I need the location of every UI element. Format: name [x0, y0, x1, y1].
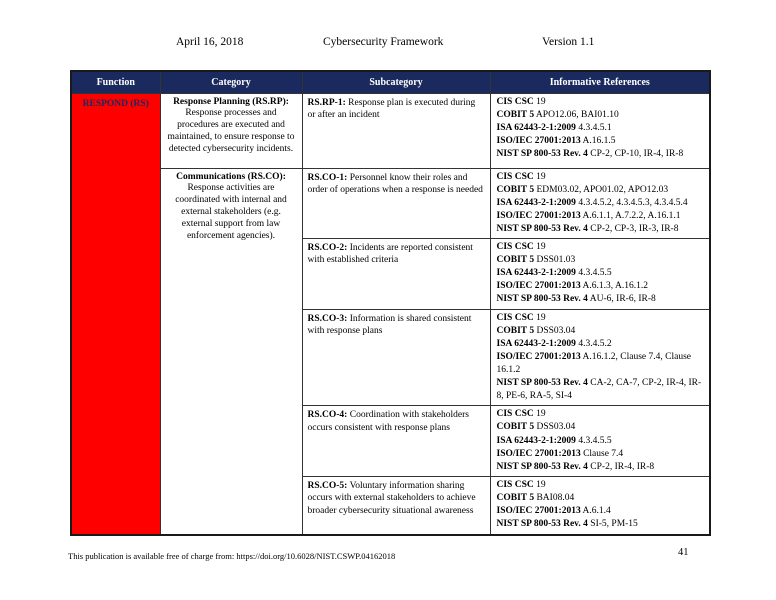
reference-source: ISO/IEC 27001:2013: [496, 135, 581, 146]
reference-source: COBIT 5: [496, 325, 535, 336]
reference-source: NIST SP 800-53 Rev. 4: [496, 378, 588, 389]
reference-source: ISO/IEC 27001:2013: [496, 281, 581, 292]
column-header-subcategory: Subcategory: [302, 71, 490, 93]
reference-line: NIST SP 800-53 Rev. 4 CA-2, CA-7, CP-2, IR-4, IR-8, PE-6, RA-5, SI-4: [496, 378, 702, 402]
table-header-row: [71, 71, 710, 93]
reference-line: ISA 62443-2-1:2009 4.3.4.5.5: [496, 435, 612, 446]
reference-source: ISA 62443-2-1:2009: [496, 338, 576, 349]
reference-source: CIS CSC: [496, 96, 534, 107]
reference-source: NIST SP 800-53 Rev. 4: [496, 294, 588, 305]
reference-source: ISA 62443-2-1:2009: [496, 197, 576, 208]
subcategory-cell: RS.CO-3: Information is shared consistent with response plans: [302, 309, 490, 406]
reference-line: CIS CSC 19: [496, 479, 546, 490]
reference-source: COBIT 5: [496, 493, 535, 504]
framework-core-table: [70, 70, 711, 536]
subcategory-cell: RS.RP-1: Response plan is executed during or after an incident: [302, 93, 490, 168]
reference-line: COBIT 5 BAI08.04: [496, 493, 575, 504]
table-row: [71, 168, 710, 239]
informative-references-cell: [490, 406, 710, 477]
column-header-function: Function: [71, 71, 160, 93]
informative-references-cell: [490, 309, 710, 406]
document-title: Cybersecurity Framework: [323, 36, 444, 48]
subcategory-id: RS.CO-3:: [307, 313, 348, 324]
reference-source: CIS CSC: [496, 409, 534, 420]
reference-line: CIS CSC 19: [496, 312, 546, 323]
reference-line: ISO/IEC 27001:2013 A.16.1.5: [496, 135, 616, 146]
reference-line: ISA 62443-2-1:2009 4.3.4.5.5: [496, 268, 612, 279]
category-cell: [160, 168, 302, 535]
reference-source: NIST SP 800-53 Rev. 4: [496, 148, 588, 159]
document-date: April 16, 2018: [176, 36, 244, 48]
reference-line: ISO/IEC 27001:2013 A.6.1.1, A.7.2.2, A.16.1.1: [496, 210, 681, 221]
reference-source: COBIT 5: [496, 255, 535, 266]
subcategory-id: RS.CO-2:: [307, 243, 348, 254]
reference-line: NIST SP 800-53 Rev. 4 SI-5, PM-15: [496, 519, 638, 530]
page-number: 41: [678, 547, 689, 558]
reference-line: ISO/IEC 27001:2013 Clause 7.4: [496, 448, 624, 459]
reference-line: CIS CSC 19: [496, 96, 546, 107]
reference-line: NIST SP 800-53 Rev. 4 CP-2, IR-4, IR-8: [496, 461, 655, 472]
column-header-category: Category: [160, 71, 302, 93]
reference-line: ISA 62443-2-1:2009 4.3.4.5.1: [496, 122, 612, 133]
informative-references-cell: [490, 168, 710, 239]
availability-statement: This publication is available free of charge from: https://doi.org/10.6028/NIST.CSWP.04162018: [68, 551, 396, 561]
reference-source: CIS CSC: [496, 242, 534, 253]
table-row: [71, 93, 710, 168]
table-body: [71, 93, 710, 535]
informative-references-cell: [490, 239, 710, 310]
reference-source: CIS CSC: [496, 312, 534, 323]
function-cell: [71, 93, 160, 535]
reference-source: ISO/IEC 27001:2013: [496, 506, 581, 517]
reference-line: CIS CSC 19: [496, 409, 546, 420]
category-cell: [160, 93, 302, 168]
subcategory-cell: RS.CO-5: Voluntary information sharing occurs with external stakeholders to achieve broader cybersecurity situational awareness: [302, 476, 490, 535]
reference-line: ISO/IEC 27001:2013 A.6.1.3, A.16.1.2: [496, 281, 649, 292]
reference-line: COBIT 5 APO12.06, BAI01.10: [496, 109, 619, 120]
reference-source: NIST SP 800-53 Rev. 4: [496, 519, 588, 530]
reference-line: ISO/IEC 27001:2013 A.16.1.2, Clause 7.4, Clause 16.1.2: [496, 351, 692, 376]
subcategory-id: RS.CO-1:: [307, 172, 348, 183]
reference-source: ISA 62443-2-1:2009: [496, 268, 576, 279]
reference-source: ISO/IEC 27001:2013: [496, 448, 581, 459]
reference-line: COBIT 5 DSS03.04: [496, 422, 576, 433]
subcategory-cell: RS.CO-4: Coordination with stakeholders occurs consistent with response plans: [302, 406, 490, 477]
reference-source: COBIT 5: [496, 422, 535, 433]
reference-line: NIST SP 800-53 Rev. 4 CP-2, CP-3, IR-3, IR-8: [496, 223, 679, 234]
reference-line: ISA 62443-2-1:2009 4.3.4.5.2, 4.3.4.5.3, 4.3.4.5.4: [496, 197, 688, 208]
reference-source: CIS CSC: [496, 479, 534, 490]
reference-source: ISO/IEC 27001:2013: [496, 210, 581, 221]
category-title: Communications (RS.CO):: [176, 171, 286, 182]
reference-line: COBIT 5 DSS03.04: [496, 325, 576, 336]
function-label: RESPOND (RS): [82, 98, 149, 109]
reference-line: ISA 62443-2-1:2009 4.3.4.5.2: [496, 338, 612, 349]
reference-source: ISA 62443-2-1:2009: [496, 122, 576, 133]
reference-line: COBIT 5 EDM03.02, APO01.02, APO12.03: [496, 184, 669, 195]
category-description: Response processes and procedures are executed and maintained, to ensure response to detected cybersecurity incidents.: [167, 108, 295, 154]
reference-line: ISO/IEC 27001:2013 A.6.1.4: [496, 506, 611, 517]
reference-source: ISO/IEC 27001:2013: [496, 351, 581, 362]
category-title: Response Planning (RS.RP):: [173, 96, 289, 107]
column-header-informative-references: Informative References: [490, 71, 710, 93]
subcategory-cell: RS.CO-1: Personnel know their roles and order of operations when a response is needed: [302, 168, 490, 239]
reference-line: NIST SP 800-53 Rev. 4 AU-6, IR-6, IR-8: [496, 294, 656, 305]
reference-source: COBIT 5: [496, 184, 535, 195]
document-version: Version 1.1: [542, 36, 595, 48]
reference-source: CIS CSC: [496, 171, 534, 182]
reference-line: CIS CSC 19: [496, 171, 546, 182]
informative-references-cell: [490, 93, 710, 168]
subcategory-id: RS.RP-1:: [307, 97, 346, 108]
reference-source: ISA 62443-2-1:2009: [496, 435, 576, 446]
subcategory-id: RS.CO-5:: [307, 480, 348, 491]
reference-source: NIST SP 800-53 Rev. 4: [496, 223, 588, 234]
category-description: Response activities are coordinated with internal and external stakeholders (e.g. external support from law enforcement agencies).: [175, 183, 287, 241]
reference-line: COBIT 5 DSS01.03: [496, 255, 576, 266]
reference-source: COBIT 5: [496, 109, 535, 120]
informative-references-cell: [490, 476, 710, 535]
subcategory-id: RS.CO-4:: [307, 410, 348, 421]
reference-line: NIST SP 800-53 Rev. 4 CP-2, CP-10, IR-4, IR-8: [496, 148, 684, 159]
subcategory-cell: RS.CO-2: Incidents are reported consistent with established criteria: [302, 239, 490, 310]
reference-source: NIST SP 800-53 Rev. 4: [496, 461, 588, 472]
reference-line: CIS CSC 19: [496, 242, 546, 253]
